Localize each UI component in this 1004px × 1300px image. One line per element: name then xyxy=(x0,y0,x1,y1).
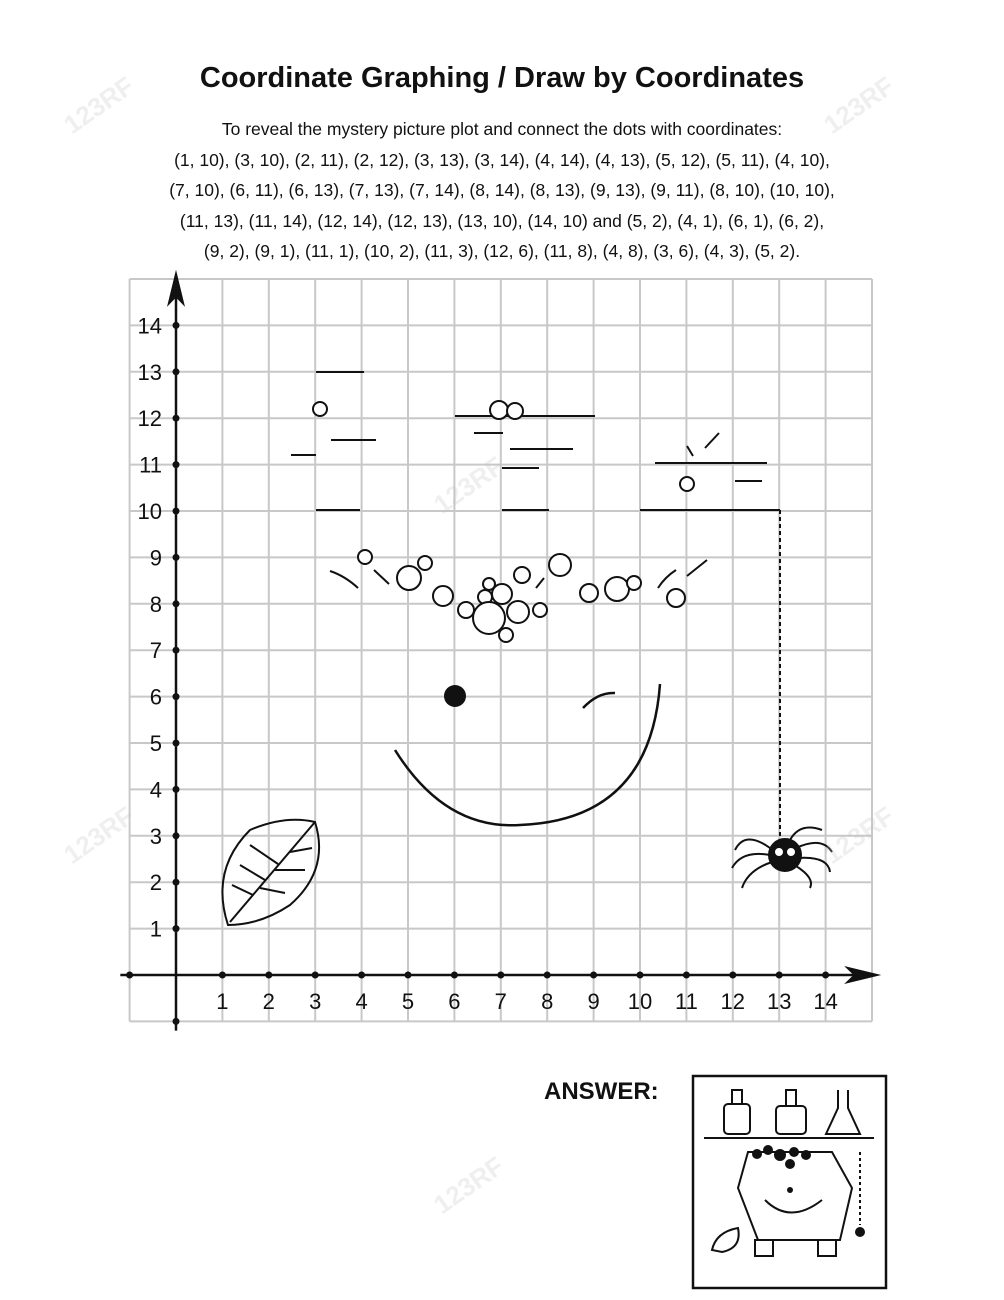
x-tick-label: 9 xyxy=(587,989,600,1014)
watermark: 123RF xyxy=(428,450,510,520)
y-tick-label: 11 xyxy=(139,452,162,478)
y-tick-label: 7 xyxy=(149,638,162,664)
y-tick-label: 8 xyxy=(149,591,162,617)
instruction-line: (9, 2), (9, 1), (11, 1), (10, 2), (11, 3), (12, 6), (11, 8), (4, 8), (3, 6), (4, 3), (5, 2). xyxy=(203,241,801,261)
y-tick-label: 5 xyxy=(149,731,162,756)
watermark: 123RF xyxy=(428,1150,510,1220)
x-tick-label: 1 xyxy=(216,989,229,1014)
answer-box xyxy=(693,1076,886,1288)
x-tick-label: 7 xyxy=(494,989,507,1014)
bubbles xyxy=(313,401,694,642)
x-tick-label: 14 xyxy=(813,989,838,1014)
y-tick-label: 12 xyxy=(137,406,162,432)
x-tick-label: 10 xyxy=(627,989,653,1014)
x-tick-label: 6 xyxy=(448,989,461,1014)
y-tick-label: 13 xyxy=(137,359,162,385)
watermark: 123RF xyxy=(58,800,140,870)
smile xyxy=(395,684,660,825)
x-tick-label: 5 xyxy=(401,989,415,1014)
x-tick-label: 4 xyxy=(355,989,368,1014)
y-tick-label: 4 xyxy=(149,777,162,803)
wink xyxy=(583,693,615,708)
y-tick-label: 1 xyxy=(149,916,162,942)
instruction-line: (7, 10), (6, 11), (6, 13), (7, 13), (7, 14), (8, 14), (8, 13), (9, 13), (9, 11), (8, 10), (10, 10), xyxy=(169,180,835,200)
y-tick-label: 10 xyxy=(137,499,162,524)
y-tick-label: 6 xyxy=(149,684,162,710)
y-tick-label: 9 xyxy=(149,545,162,571)
x-tick-label: 3 xyxy=(309,989,322,1014)
y-tick-label: 14 xyxy=(137,313,162,339)
instruction-line: To reveal the mystery picture plot and connect the dots with coordinates: xyxy=(221,119,783,139)
eye-dot xyxy=(444,685,466,707)
x-tick-label: 2 xyxy=(262,989,275,1014)
y-tick-label: 2 xyxy=(149,870,162,896)
x-tick-label: 11 xyxy=(674,989,698,1014)
instruction-line: (11, 13), (11, 14), (12, 14), (12, 13), (13, 10), (14, 10) and (5, 2), (4, 1), (6, 1), (6, 2), xyxy=(179,210,825,231)
watermark: 123RF xyxy=(818,70,900,140)
x-tick-label: 13 xyxy=(766,989,792,1014)
y-tick-label: 3 xyxy=(149,823,162,849)
hint-segments xyxy=(291,372,780,510)
x-tick-label: 8 xyxy=(541,989,554,1014)
x-tick-label: 12 xyxy=(720,989,746,1014)
watermark: 123RF xyxy=(58,70,140,140)
answer-label: ANSWER: xyxy=(544,1078,659,1105)
page-title: Coordinate Graphing / Draw by Coordinates xyxy=(199,62,805,94)
face xyxy=(395,684,660,825)
instruction-line: (1, 10), (3, 10), (2, 11), (2, 12), (3, 13), (3, 14), (4, 14), (4, 13), (5, 12), (5, 11), (4, 10), xyxy=(174,149,830,170)
watermark: 123RF xyxy=(818,800,900,870)
